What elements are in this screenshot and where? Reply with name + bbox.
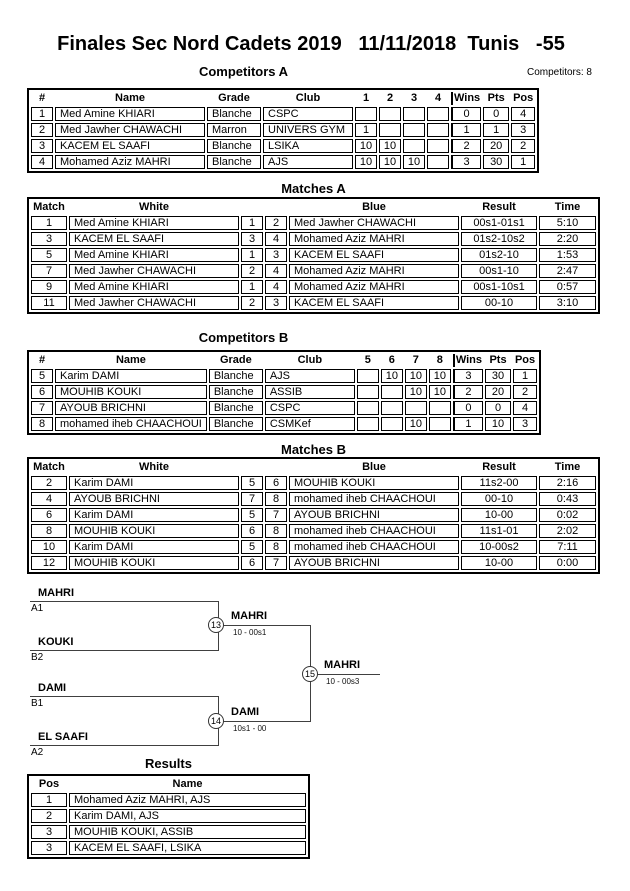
col-header: Club xyxy=(295,92,321,104)
col-header: 4 xyxy=(434,92,442,104)
table-cell: 10 xyxy=(31,540,67,554)
table-cell: 00s1-01s1 xyxy=(461,216,537,230)
table-cell: 01s2-10 xyxy=(461,248,537,262)
table-cell: Med Amine KHIARI xyxy=(69,248,239,262)
col-header: Pos xyxy=(514,354,536,366)
table-cell xyxy=(355,107,377,121)
col-header: Grade xyxy=(218,92,250,104)
table-cell: 11 xyxy=(31,296,67,310)
match-number-badge: 15 xyxy=(302,666,318,682)
table-row xyxy=(31,556,596,570)
table-cell: CSPC xyxy=(265,401,355,415)
col-header: 2 xyxy=(386,92,394,104)
table-cell: 11s2-00 xyxy=(461,476,537,490)
table-cell xyxy=(427,155,449,169)
table-row xyxy=(31,841,306,855)
table-cell: 4 xyxy=(31,492,67,506)
table-cell: 2 xyxy=(31,809,67,823)
table-cell: Mohamed Aziz MAHRI xyxy=(289,280,459,294)
table-cell: CSPC xyxy=(263,107,353,121)
table-cell: MOUHIB KOUKI xyxy=(69,556,239,570)
table-cell: 10 xyxy=(405,385,427,399)
table-cell: 2 xyxy=(31,476,67,490)
table-cell xyxy=(381,417,403,431)
section-title-matches-a: Matches A xyxy=(281,181,346,196)
table-cell: 7:11 xyxy=(539,540,596,554)
bracket-winner-name: MAHRI xyxy=(324,659,361,671)
table-cell: mohamed iheb CHAACHOUI xyxy=(55,417,207,431)
table-cell: 3 xyxy=(31,825,67,839)
table-cell: 7 xyxy=(241,492,263,506)
table-cell: mohamed iheb CHAACHOUI xyxy=(289,492,459,506)
col-header: Wins xyxy=(453,354,483,367)
table-cell xyxy=(403,107,425,121)
table-cell: 3 xyxy=(265,248,287,262)
table-cell: 5 xyxy=(241,508,263,522)
table-cell: 10 xyxy=(379,139,401,153)
table-cell: 00s1-10 xyxy=(461,264,537,278)
bracket-seed-label: B1 xyxy=(31,698,44,709)
col-header: # xyxy=(38,92,46,104)
table-cell xyxy=(357,369,379,383)
table-cell: Mohamed Aziz MAHRI, AJS xyxy=(69,793,306,807)
table-cell: 12 xyxy=(31,556,67,570)
table-cell: 4 xyxy=(265,264,287,278)
col-header xyxy=(241,201,263,214)
table-cell: Karim DAMI xyxy=(55,369,207,383)
table-header xyxy=(31,92,535,105)
table-cell: 8 xyxy=(31,417,53,431)
table-cell: KACEM EL SAAFI xyxy=(289,296,459,310)
table-cell: KACEM EL SAAFI xyxy=(69,232,239,246)
table-cell: Med Jawher CHAWACHI xyxy=(55,123,205,137)
table-cell: Med Amine KHIARI xyxy=(69,216,239,230)
table-cell: Med Jawher CHAWACHI xyxy=(69,296,239,310)
competitors-b-table xyxy=(27,350,541,435)
col-header: White xyxy=(139,201,169,213)
table-cell: 10-00 xyxy=(461,508,537,522)
table-cell: MOUHIB KOUKI xyxy=(69,524,239,538)
table-body xyxy=(31,793,306,855)
competitors-count: Competitors: 8 xyxy=(526,67,592,78)
table-cell: 6 xyxy=(265,476,287,490)
col-header: Pos xyxy=(513,92,534,104)
col-header: Time xyxy=(554,461,581,473)
table-cell: Med Amine KHIARI xyxy=(55,107,205,121)
table-cell: 4 xyxy=(511,107,535,121)
table-cell: Mohamed Aziz MAHRI xyxy=(55,155,205,169)
col-header: Result xyxy=(482,461,516,473)
table-cell: KACEM EL SAAFI xyxy=(289,248,459,262)
table-cell: 7 xyxy=(265,556,287,570)
table-row xyxy=(31,155,535,169)
table-row xyxy=(31,232,596,246)
table-cell: 00s1-10s1 xyxy=(461,280,537,294)
table-cell: 2 xyxy=(451,139,481,153)
table-cell: 7 xyxy=(265,508,287,522)
table-cell: 4 xyxy=(265,232,287,246)
matches-a-table xyxy=(27,197,600,314)
matches-b-table xyxy=(27,457,600,574)
col-header: Name xyxy=(115,354,146,366)
table-cell: 1 xyxy=(241,216,263,230)
col-header: Pts xyxy=(487,92,505,104)
table-cell: CSMKef xyxy=(265,417,355,431)
col-header: 1 xyxy=(362,92,370,104)
table-cell: AYOUB BRICHNI xyxy=(55,401,207,415)
col-header: Name xyxy=(172,778,203,790)
col-header: Name xyxy=(115,92,145,104)
col-header: Club xyxy=(297,354,323,366)
table-cell: Mohamed Aziz MAHRI xyxy=(289,264,459,278)
table-cell: 1 xyxy=(31,216,67,230)
table-body xyxy=(31,216,596,310)
table-cell: 8 xyxy=(265,540,287,554)
col-header: White xyxy=(139,461,169,473)
table-cell: Mohamed Aziz MAHRI xyxy=(289,232,459,246)
bracket-entrant-name: KOUKI xyxy=(38,636,74,648)
table-cell: MOUHIB KOUKI, ASSIB xyxy=(69,825,306,839)
table-cell: AYOUB BRICHNI xyxy=(289,508,459,522)
table-cell: Blanche xyxy=(209,401,263,415)
table-cell: 1 xyxy=(31,793,67,807)
table-cell: 10 xyxy=(405,369,427,383)
table-cell: Blanche xyxy=(207,107,261,121)
table-cell: 7 xyxy=(31,401,53,415)
table-cell: 1 xyxy=(355,123,377,137)
match-number-badge: 14 xyxy=(208,713,224,729)
table-row xyxy=(31,524,596,538)
bracket-line xyxy=(30,745,218,746)
finals-bracket xyxy=(27,585,447,763)
table-row xyxy=(31,123,535,137)
table-cell: Blanche xyxy=(209,385,263,399)
table-row xyxy=(31,296,596,310)
table-cell: Marron xyxy=(207,123,261,137)
table-cell: 30 xyxy=(485,369,511,383)
bracket-line xyxy=(30,601,218,602)
col-header: 3 xyxy=(410,92,418,104)
table-cell: 0 xyxy=(451,107,481,121)
table-cell xyxy=(429,417,451,431)
table-cell: 8 xyxy=(31,524,67,538)
table-cell: 00-10 xyxy=(461,296,537,310)
table-cell: 00-10 xyxy=(461,492,537,506)
table-row xyxy=(31,540,596,554)
table-header xyxy=(31,354,537,367)
table-row xyxy=(31,476,596,490)
match-number-badge: 13 xyxy=(208,617,224,633)
bracket-entrant-name: DAMI xyxy=(38,682,67,694)
table-cell: 20 xyxy=(483,139,509,153)
table-row xyxy=(31,107,535,121)
table-cell: 1 xyxy=(451,123,481,137)
table-cell xyxy=(403,139,425,153)
col-header: Wins xyxy=(451,92,481,105)
table-cell: 1 xyxy=(31,107,53,121)
table-cell: 2 xyxy=(511,139,535,153)
table-row xyxy=(31,248,596,262)
table-cell: 10-00 xyxy=(461,556,537,570)
table-cell: 1:53 xyxy=(539,248,596,262)
bracket-line xyxy=(310,674,380,675)
table-cell: 20 xyxy=(485,385,511,399)
table-cell xyxy=(427,123,449,137)
col-header: Match xyxy=(33,201,65,213)
table-cell: Blanche xyxy=(209,417,263,431)
col-header: Result xyxy=(482,201,516,213)
table-row xyxy=(31,508,596,522)
table-cell: Karim DAMI xyxy=(69,508,239,522)
table-cell: 2 xyxy=(241,264,263,278)
table-row xyxy=(31,369,537,383)
bracket-entrant-name: MAHRI xyxy=(38,587,75,599)
table-cell: 6 xyxy=(241,524,263,538)
table-cell: ASSIB xyxy=(265,385,355,399)
table-cell: KACEM EL SAAFI xyxy=(55,139,205,153)
table-cell: 0:02 xyxy=(539,508,596,522)
table-body xyxy=(31,369,537,431)
col-header: Grade xyxy=(219,354,252,366)
col-header: # xyxy=(38,354,46,366)
table-cell: AYOUB BRICHNI xyxy=(69,492,239,506)
table-cell: 4 xyxy=(31,155,53,169)
table-cell: 5 xyxy=(31,248,67,262)
table-cell: AYOUB BRICHNI xyxy=(289,556,459,570)
col-header xyxy=(265,201,287,214)
table-cell: 4 xyxy=(265,280,287,294)
table-row xyxy=(31,793,306,807)
table-cell: 0 xyxy=(453,401,483,415)
table-cell: 2 xyxy=(453,385,483,399)
table-cell: Med Jawher CHAWACHI xyxy=(69,264,239,278)
col-header: Time xyxy=(554,201,581,213)
col-header: Pts xyxy=(489,354,507,366)
table-cell: 4 xyxy=(513,401,537,415)
table-cell: Med Amine KHIARI xyxy=(69,280,239,294)
col-header: 6 xyxy=(388,354,395,366)
table-header xyxy=(31,461,596,474)
bracket-score: 10 - 00s1 xyxy=(233,628,267,637)
table-row xyxy=(31,417,537,431)
table-row xyxy=(31,216,596,230)
bracket-seed-label: B2 xyxy=(31,652,44,663)
table-row xyxy=(31,139,535,153)
section-title-competitors-b: Competitors B xyxy=(198,330,289,345)
results-table xyxy=(27,774,310,859)
col-header xyxy=(241,461,263,474)
table-cell: 5 xyxy=(31,369,53,383)
table-cell: 3 xyxy=(453,369,483,383)
col-header: 7 xyxy=(412,354,419,366)
table-cell: AJS xyxy=(265,369,355,383)
table-cell: 3 xyxy=(451,155,481,169)
table-cell: AJS xyxy=(263,155,353,169)
table-cell: Karim DAMI, AJS xyxy=(69,809,306,823)
table-cell: 5 xyxy=(241,540,263,554)
table-cell: Karim DAMI xyxy=(69,540,239,554)
table-cell: 6 xyxy=(31,385,53,399)
table-cell: 1 xyxy=(453,417,483,431)
table-cell: 01s2-10s2 xyxy=(461,232,537,246)
table-body xyxy=(31,107,535,169)
table-cell: 10 xyxy=(429,385,451,399)
bracket-line xyxy=(218,625,310,626)
col-header: Pos xyxy=(38,778,60,790)
table-cell: 8 xyxy=(265,524,287,538)
table-cell: 3 xyxy=(241,232,263,246)
table-cell: 3 xyxy=(31,139,53,153)
col-header xyxy=(265,461,287,474)
table-cell: KACEM EL SAAFI, LSIKA xyxy=(69,841,306,855)
table-cell: 2 xyxy=(31,123,53,137)
table-cell: 1 xyxy=(241,248,263,262)
table-cell: 9 xyxy=(31,280,67,294)
table-cell: 5:10 xyxy=(539,216,596,230)
table-cell: 6 xyxy=(31,508,67,522)
table-cell: 2:16 xyxy=(539,476,596,490)
table-row xyxy=(31,401,537,415)
table-cell: 0:57 xyxy=(539,280,596,294)
table-cell: 10 xyxy=(405,417,427,431)
table-cell: MOUHIB KOUKI xyxy=(55,385,207,399)
table-cell: 2:02 xyxy=(539,524,596,538)
table-row xyxy=(31,264,596,278)
table-cell: Karim DAMI xyxy=(69,476,239,490)
table-cell xyxy=(429,401,451,415)
bracket-winner-name: DAMI xyxy=(231,706,260,718)
table-cell xyxy=(357,417,379,431)
table-cell: Med Jawher CHAWACHI xyxy=(289,216,459,230)
table-cell: mohamed iheb CHAACHOUI xyxy=(289,540,459,554)
table-cell: 11s1-01 xyxy=(461,524,537,538)
table-row xyxy=(31,385,537,399)
table-row xyxy=(31,809,306,823)
table-cell: Blanche xyxy=(207,155,261,169)
table-cell xyxy=(381,385,403,399)
table-row xyxy=(31,492,596,506)
section-title-matches-b: Matches B xyxy=(280,442,347,457)
table-cell: 10 xyxy=(485,417,511,431)
table-cell: 3:10 xyxy=(539,296,596,310)
table-cell: 10 xyxy=(381,369,403,383)
table-cell: 2:47 xyxy=(539,264,596,278)
table-cell xyxy=(427,139,449,153)
table-cell: 3 xyxy=(31,841,67,855)
competitors-a-table xyxy=(27,88,539,173)
section-title-results: Results xyxy=(145,756,192,771)
table-cell: 0:43 xyxy=(539,492,596,506)
col-header: Blue xyxy=(362,461,386,473)
table-row xyxy=(31,825,306,839)
table-cell xyxy=(427,107,449,121)
table-cell: 10 xyxy=(429,369,451,383)
table-cell xyxy=(379,123,401,137)
table-cell: LSIKA xyxy=(263,139,353,153)
table-row xyxy=(31,280,596,294)
table-cell: 7 xyxy=(31,264,67,278)
table-header xyxy=(31,201,596,214)
table-body xyxy=(31,476,596,570)
table-cell: 1 xyxy=(483,123,509,137)
bracket-entrant-name: EL SAAFI xyxy=(38,731,88,743)
col-header: Blue xyxy=(362,201,386,213)
bracket-score: 10 - 00s3 xyxy=(326,677,360,686)
table-header xyxy=(31,778,306,791)
bracket-line xyxy=(218,721,310,722)
col-header: 5 xyxy=(364,354,371,366)
table-cell: 1 xyxy=(511,155,535,169)
table-cell: MOUHIB KOUKI xyxy=(289,476,459,490)
table-cell: 3 xyxy=(31,232,67,246)
col-header: 8 xyxy=(436,354,443,366)
table-cell xyxy=(379,107,401,121)
table-cell: 10 xyxy=(379,155,401,169)
table-cell: 10 xyxy=(355,139,377,153)
table-cell: 3 xyxy=(511,123,535,137)
bracket-line xyxy=(30,650,218,651)
table-cell: Blanche xyxy=(207,139,261,153)
table-cell: 0:00 xyxy=(539,556,596,570)
table-cell: 2 xyxy=(513,385,537,399)
table-cell: 30 xyxy=(483,155,509,169)
table-cell: 5 xyxy=(241,476,263,490)
table-cell xyxy=(357,401,379,415)
table-cell: UNIVERS GYM xyxy=(263,123,353,137)
table-cell: mohamed iheb CHAACHOUI xyxy=(289,524,459,538)
table-cell xyxy=(405,401,427,415)
table-cell: 0 xyxy=(485,401,511,415)
table-cell: 2 xyxy=(265,216,287,230)
table-cell: 6 xyxy=(241,556,263,570)
table-cell: 10-00s2 xyxy=(461,540,537,554)
bracket-seed-label: A2 xyxy=(31,747,44,758)
table-cell xyxy=(403,123,425,137)
page-title: Finales Sec Nord Cadets 2019 11/11/2018 Tunis -55 xyxy=(57,33,565,55)
table-cell: 1 xyxy=(241,280,263,294)
table-cell: 10 xyxy=(403,155,425,169)
col-header: Match xyxy=(33,461,65,473)
table-cell: 3 xyxy=(513,417,537,431)
table-cell: 8 xyxy=(265,492,287,506)
bracket-winner-name: MAHRI xyxy=(231,610,268,622)
bracket-seed-label: A1 xyxy=(31,603,44,614)
table-cell: 3 xyxy=(265,296,287,310)
table-cell xyxy=(357,385,379,399)
table-cell: 0 xyxy=(483,107,509,121)
table-cell xyxy=(381,401,403,415)
table-cell: 2:20 xyxy=(539,232,596,246)
table-cell: 10 xyxy=(355,155,377,169)
bracket-score: 10s1 - 00 xyxy=(233,724,267,733)
table-cell: Blanche xyxy=(209,369,263,383)
table-cell: 1 xyxy=(513,369,537,383)
section-title-competitors-a: Competitors A xyxy=(198,64,289,79)
bracket-line xyxy=(30,696,218,697)
table-cell: 2 xyxy=(241,296,263,310)
